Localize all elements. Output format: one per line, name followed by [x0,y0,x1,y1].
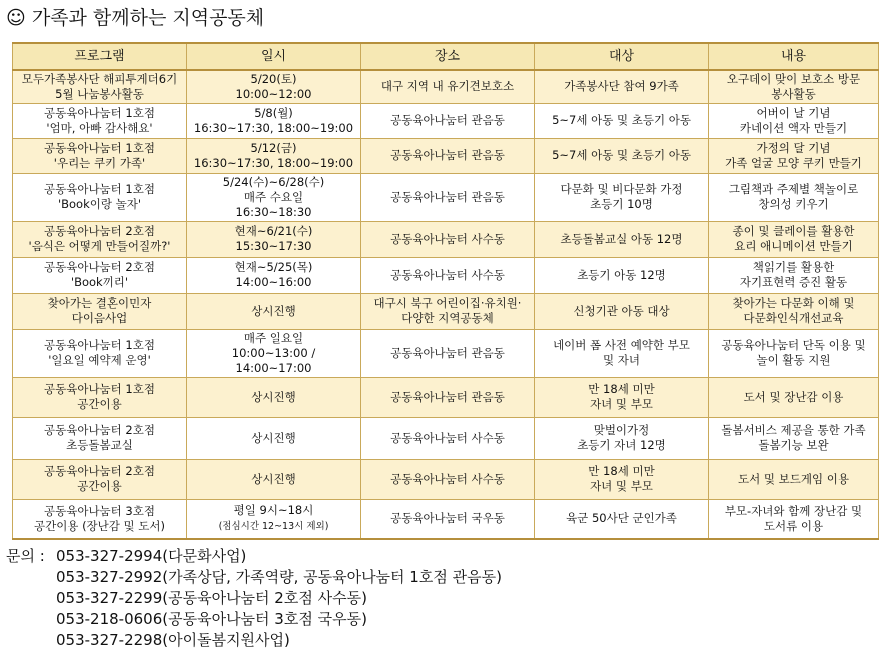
cell-content [709,221,879,257]
table-row [13,257,879,293]
cell-place [361,173,535,221]
cell-datetime [187,257,361,293]
cell-target-text: 가족봉사단 참여 9가족 [564,79,679,94]
datetime-note: (점심시간 12~13시 제외) [218,521,329,533]
contact-line: 053-327-2992(가족상담, 가족역량, 공동육아나눔터 1호점 관음동) [56,568,502,586]
cell-datetime [187,459,361,499]
cell-program-text: 공동육아나눔터 2호점 공간이용 [44,464,155,493]
cell-datetime [187,221,361,257]
cell-datetime-text: 5/12(금) 16:30~17:30, 18:00~19:00 [193,140,354,170]
header-program: 프로그램 [13,43,187,70]
cell-program [13,173,187,221]
cell-datetime-text: 5/24(수)~6/28(수) 매주 수요일 16:30~18:30 [222,174,325,219]
cell-content-text: 종이 및 클레이를 활용한 요리 애니메이션 만들기 [732,224,855,253]
cell-program [13,329,187,377]
contact-line: 053-327-2299(공동육아나눔터 2호점 사수동) [56,589,367,607]
cell-content [709,293,879,329]
cell-program [13,70,187,103]
cell-place [361,70,535,103]
table-row [13,70,879,103]
cell-place [361,138,535,173]
cell-place [361,499,535,539]
cell-content-text: 책읽기를 활용한 자기표현력 증진 활동 [739,260,848,289]
cell-content-text: 돌봄서비스 제공을 통한 가족 돌봄기능 보완 [721,423,866,452]
cell-program-text: 공동육아나눔터 1호점 '우리는 쿠키 가족' [44,140,155,170]
cell-program-text: 모두가족봉사단 해피투게더6기 5월 나눔봉사활동 [21,71,178,101]
cell-place [361,459,535,499]
cell-program-text: 공동육아나눔터 1호점 공간이용 [44,382,155,411]
cell-program-text: 공동육아나눔터 3호점 공간이용 (장난감 및 도서) [33,503,166,533]
cell-datetime [187,417,361,459]
cell-content [709,173,879,221]
cell-place-text: 공동육아나눔터 사수동 [390,267,505,282]
cell-target-text: 5~7세 아동 및 초등기 아동 [552,113,691,127]
cell-content [709,103,879,138]
cell-content-text: 부모-자녀와 함께 장난감 및 도서류 이용 [724,503,863,533]
cell-datetime-text: 상시진행 [251,471,296,486]
cell-program [13,138,187,173]
cell-program-text: 공동육아나눔터 1호점 '엄마, 아빠 감사해요' [44,105,155,135]
cell-place-text: 대구시 북구 어린이집·유치원· 다양한 지역공동체 [373,296,522,325]
cell-program-text: 공동육아나눔터 2호점 'Book끼리' [44,260,155,289]
cell-datetime [187,70,361,103]
cell-program [13,459,187,499]
cell-datetime-text: 5/20(토) 10:00~12:00 [235,71,312,101]
contact-line: 053-218-0606(공동육아나눔터 3호점 국우동) [56,610,367,628]
cell-program-text: 공동육아나눔터 2호점 초등돌봄교실 [44,423,155,452]
table-row [13,417,879,459]
cell-content [709,499,879,539]
cell-target [535,257,709,293]
cell-content-text: 그림책과 주제별 책놀이로 창의성 키우기 [728,182,859,211]
cell-program [13,293,187,329]
cell-place-text: 공동육아나눔터 사수동 [390,231,505,246]
cell-datetime-text: 현재~5/25(목) 14:00~16:00 [234,260,313,289]
header-place: 장소 [361,43,535,70]
cell-place [361,293,535,329]
cell-target [535,417,709,459]
cell-place [361,417,535,459]
cell-datetime-text: 상시진행 [251,303,296,318]
cell-target [535,70,709,103]
cell-program [13,417,187,459]
cell-content [709,329,879,377]
cell-place-text: 공동육아나눔터 사수동 [390,471,505,486]
cell-program-text: 찾아가는 결혼이민자 다이음사업 [47,296,152,325]
table-row [13,329,879,377]
cell-target-text: 육군 50사단 군인가족 [566,511,677,526]
cell-datetime-text: 상시진행 [251,430,296,445]
cell-target [535,138,709,173]
cell-target [535,103,709,138]
program-table [12,42,879,540]
table-row [13,221,879,257]
contact-row [6,546,502,567]
cell-target [535,221,709,257]
cell-target-text: 초등기 아동 12명 [577,267,666,282]
cell-target-text: 네이버 폼 사전 예약한 부모 및 자녀 [553,338,690,367]
cell-program-text: 공동육아나눔터 1호점 'Book이랑 놀자' [44,182,155,211]
cell-program-text: 공동육아나눔터 2호점 '음식은 어떻게 만들어질까?' [28,224,171,253]
table-row [13,173,879,221]
cell-datetime-text: 매주 일요일 10:00~13:00 / 14:00~17:00 [231,330,316,375]
cell-datetime-text: 상시진행 [251,389,296,404]
cell-place-text: 공동육아나눔터 관음동 [390,113,505,127]
cell-content-text: 어버이 날 기념 카네이션 액자 만들기 [739,105,848,135]
page-title [6,5,264,31]
cell-place-text: 대구 지역 내 유기견보호소 [380,79,515,94]
cell-target [535,173,709,221]
cell-content [709,70,879,103]
contact-row [6,630,502,651]
contact-row [6,609,502,630]
cell-content [709,377,879,417]
cell-target [535,499,709,539]
cell-program [13,257,187,293]
table-row [13,377,879,417]
cell-program [13,221,187,257]
table-row [13,293,879,329]
contact-row [6,567,502,588]
cell-target-text: 맞벌이가정 초등기 자녀 12명 [577,423,666,452]
cell-place-text: 공동육아나눔터 관음동 [390,345,505,360]
cell-place-text: 공동육아나눔터 국우동 [390,511,505,526]
header-target: 대상 [535,43,709,70]
table-row [13,499,879,539]
cell-datetime [187,138,361,173]
contact-label: 문의 : [6,547,45,565]
cell-target-text: 초등돌봄교실 아동 12명 [560,231,683,246]
cell-datetime-text: 평일 9시~18시 [233,503,314,518]
header-content: 내용 [709,43,879,70]
cell-program [13,103,187,138]
cell-target-text: 만 18세 미만 자녀 및 부모 [588,382,655,411]
contact-info [6,546,502,651]
table-row [13,459,879,499]
cell-target-text: 신청기관 아동 대상 [573,303,670,318]
table-row [13,103,879,138]
cell-place-text: 공동육아나눔터 관음동 [390,389,505,404]
cell-content [709,257,879,293]
page-title-text: 가족과 함께하는 지역공동체 [31,7,265,29]
cell-content-text: 공동육아나눔터 단독 이용 및 놀이 활동 지원 [721,338,866,367]
cell-datetime [187,173,361,221]
cell-place [361,329,535,377]
cell-datetime-text: 5/8(월) 16:30~17:30, 18:00~19:00 [193,105,354,135]
cell-program [13,499,187,539]
cell-datetime [187,329,361,377]
cell-target [535,459,709,499]
cell-content-text: 도서 및 보드게임 이용 [738,471,849,486]
table-header-row [13,43,879,70]
cell-target-text: 5~7세 아동 및 초등기 아동 [552,148,691,162]
cell-place [361,377,535,417]
cell-datetime [187,499,361,539]
cell-content-text: 도서 및 장난감 이용 [743,389,844,404]
cell-program [13,377,187,417]
cell-place-text: 공동육아나눔터 사수동 [390,430,505,445]
cell-content [709,138,879,173]
header-datetime: 일시 [187,43,361,70]
contact-row [6,588,502,609]
cell-target-text: 다문화 및 비다문화 가정 초등기 10명 [560,182,683,211]
cell-program-text: 공동육아나눔터 1호점 '일요일 예약제 운영' [44,338,155,367]
cell-datetime-text: 현재~6/21(수) 15:30~17:30 [234,224,313,253]
cell-content [709,417,879,459]
cell-datetime [187,293,361,329]
cell-place-text: 공동육아나눔터 관음동 [390,189,505,204]
cell-content-text: 오구데이 맞이 보호소 방문 봉사활동 [726,71,861,101]
contact-line: 053-327-2994(다문화사업) [56,547,247,565]
cell-place [361,221,535,257]
table-row [13,138,879,173]
smile-icon: ☺ [6,7,26,29]
cell-place [361,103,535,138]
cell-datetime [187,377,361,417]
cell-target [535,329,709,377]
cell-datetime [187,103,361,138]
cell-target [535,293,709,329]
cell-content [709,459,879,499]
cell-content-text: 가정의 달 기념 가족 얼굴 모양 쿠키 만들기 [725,140,862,170]
cell-content-text: 찾아가는 다문화 이해 및 다문화인식개선교육 [732,296,855,325]
cell-target [535,377,709,417]
cell-place-text: 공동육아나눔터 관음동 [390,148,505,162]
cell-place [361,257,535,293]
contact-line: 053-327-2298(아이돌봄지원사업) [56,631,290,649]
cell-target-text: 만 18세 미만 자녀 및 부모 [588,464,655,493]
